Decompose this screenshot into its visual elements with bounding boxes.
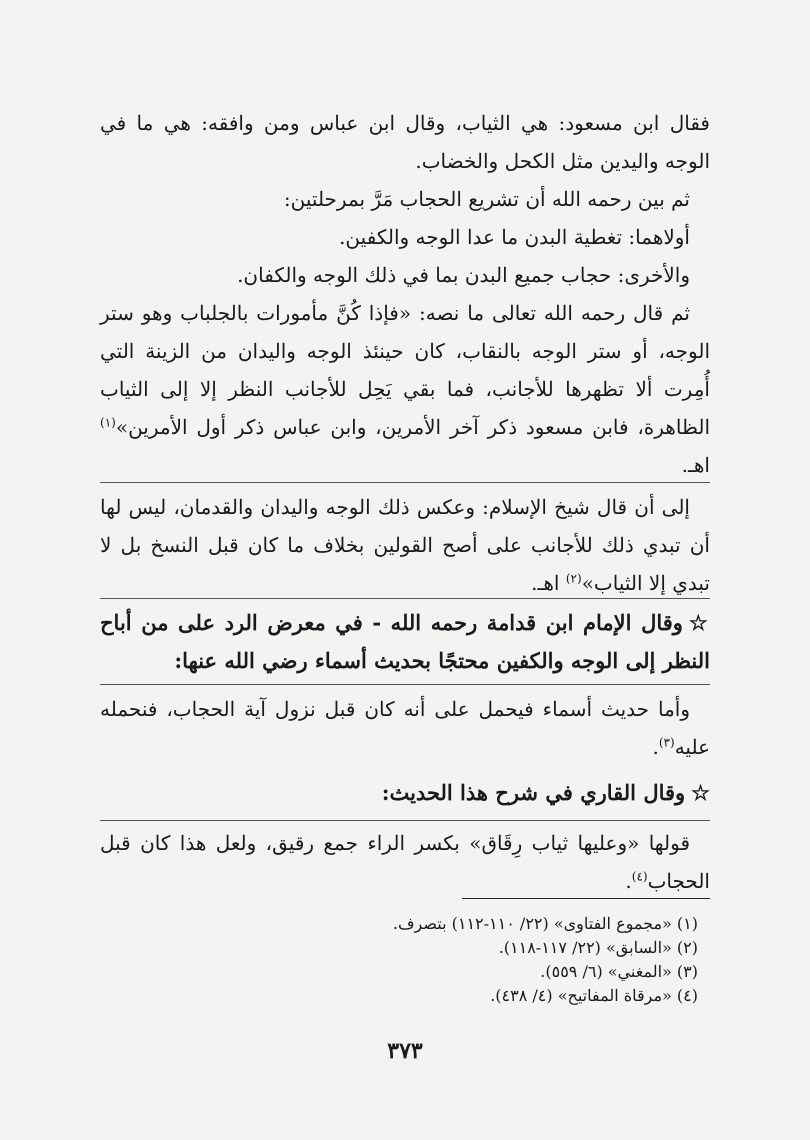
main-text-section-3 (100, 690, 710, 766)
heading-2-text: وقال القاري في شرح هذا الحديث: (381, 780, 686, 805)
paragraph-5-text: ثم قال رحمه الله تعالى ما نصه: «فإذا كُنَّ مأمورات بالجلباب وهو ستر الوجه، أو ستر الوجه بالنقاب، كان حينئذ الوجه واليدان من الزينة التي أُمِرت ألا تظهرها للأجانب، فما بقي يَحِل للأجانب النظر إلا إلى الثياب الظاهرة، فابن مسعود ذكر آخر الأمرين، وابن عباس ذكر أول الأمرين» (100, 301, 710, 439)
star-icon: ☆ (691, 780, 710, 805)
paragraph-2: ثم بين رحمه الله أن تشريع الحجاب مَرَّ بمرحلتين: (283, 187, 690, 211)
paragraph-3: أولاهما: تغطية البدن ما عدا الوجه والكفين. (339, 225, 690, 249)
footnote-separator (462, 898, 710, 899)
footnote-ref-1: (١) (100, 415, 116, 430)
footnote-2: (٢) «السابق» (٢٢/ ١١٧-١١٨). (498, 938, 698, 957)
star-icon: ☆ (688, 610, 710, 635)
paragraph-5-quote (100, 294, 710, 484)
paragraph-1: فقال ابن مسعود: هي الثياب، وقال ابن عباس ومن وافقه: هي ما في الوجه واليدين مثل الكحل والخضاب. (100, 111, 710, 173)
paragraph-6-end: اهـ. (531, 571, 566, 595)
paragraph-8 (100, 824, 710, 900)
heading-section-2 (100, 774, 710, 812)
section-divider-1 (100, 482, 710, 483)
footnote-4: (٤) «مرقاة المفاتيح» (٤/ ٤٣٨). (490, 986, 698, 1005)
paragraph-6-text: إلى أن قال شيخ الإسلام: وعكس ذلك الوجه واليدان والقدمان، ليس لها أن تبدي ذلك للأجانب على أصح القولين بخلاف ما كان قبل النسخ بل لا تبدي إلا الثياب» (100, 495, 710, 595)
main-text-section-1 (100, 104, 710, 484)
section-divider-3 (100, 684, 710, 685)
heading-section-1 (100, 604, 710, 680)
paragraph-4: والأخرى: حجاب جميع البدن بما في ذلك الوجه والكفان. (237, 263, 690, 287)
heading-al-qari (100, 774, 710, 812)
footnote-ref-3: (٣) (658, 735, 675, 750)
section-divider-2 (100, 598, 710, 599)
main-text-section-4 (100, 824, 710, 900)
paragraph-6 (100, 488, 710, 602)
heading-ibn-qudamah (100, 604, 710, 680)
footnote-3: (٣) «المغني» (٦/ ٥٥٩). (540, 962, 698, 981)
paragraph-7 (100, 690, 710, 766)
section-divider-4 (100, 820, 710, 821)
footnote-ref-2: (٢) (565, 571, 582, 586)
paragraph-8-text: قولها «وعليها ثياب رِقَاق» بكسر الراء جمع رقيق، ولعل هذا كان قبل الحجاب (100, 831, 710, 893)
footnote-1: (١) «مجموع الفتاوى» (٢٢/ ١١٠-١١٢) بتصرف. (392, 914, 698, 933)
page-number: ٣٧٣ (387, 1038, 423, 1064)
heading-1-text: وقال الإمام ابن قدامة رحمه الله - في معرض الرد على من أباح النظر إلى الوجه والكفين محتجًا بحديث أسماء رضي الله عنها: (100, 610, 710, 673)
paragraph-7-end: . (652, 735, 659, 759)
main-text-section-2 (100, 488, 710, 602)
footnotes (100, 912, 698, 1008)
footnote-ref-4: (٤) (631, 869, 648, 884)
paragraph-8-end: . (625, 869, 632, 893)
paragraph-5-end: اهـ. (681, 453, 710, 477)
paragraph-7-text: وأما حديث أسماء فيحمل على أنه كان قبل نزول آية الحجاب، فنحمله عليه (100, 697, 710, 759)
